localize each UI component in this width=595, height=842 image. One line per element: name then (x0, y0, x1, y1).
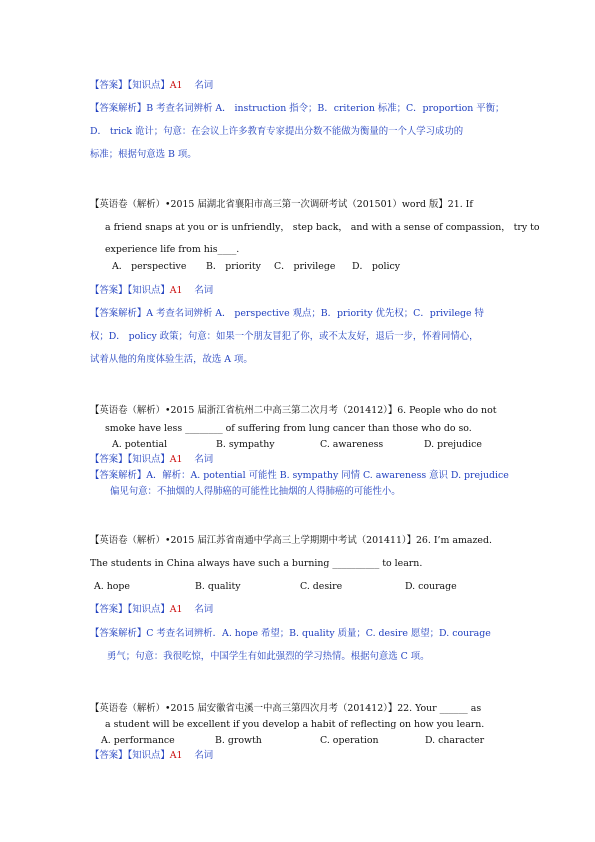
question-text: smoke have less ________ of suffering from lung cancer than those who do so. (105, 423, 472, 434)
knowledge-point-name: 名词 (194, 750, 214, 761)
analysis-tag: 【答案解析】 (90, 628, 147, 639)
analysis-line: 偏见句意：不抽烟的人得肺癌的可能性比抽烟的人得肺癌的可能性小。 (110, 486, 401, 497)
options-row (112, 261, 400, 273)
knowledge-point-name: 名词 (194, 454, 214, 465)
knowledge-point-code: A1 (169, 454, 183, 465)
option-b: B． priority (206, 261, 261, 272)
answer-tag: 【答案】 (90, 80, 128, 91)
question-text: The students in China always have such a burning __________ to learn. (90, 558, 423, 569)
option-c: C. desire (300, 581, 343, 592)
answer-tag: 【答案】 (90, 604, 128, 615)
analysis-text: B 考查名词辨析 A． instruction 指令；B．criterion 标准；C．proportion 平衡； (146, 103, 505, 114)
analysis-text: A 考查名词辨析 A． perspective 观点；B．priority 优先权；C．privilege 特 (146, 308, 484, 319)
options-row (94, 581, 457, 593)
option-a: A. hope (94, 581, 130, 592)
knowledge-point-tag: 【知识点】 (127, 750, 170, 761)
option-d: D. courage (405, 581, 457, 592)
analysis-line (90, 103, 504, 115)
analysis-tag: 【答案解析】 (90, 103, 147, 114)
answer-line (90, 80, 213, 92)
analysis-line (90, 628, 491, 640)
knowledge-point-code: A1 (169, 604, 183, 615)
analysis-tag: 【答案解析】 (90, 308, 147, 319)
knowledge-point-code: A1 (169, 285, 183, 296)
answer-tag: 【答案】 (90, 750, 128, 761)
option-a: A． perspective (112, 261, 187, 272)
answer-line (90, 454, 213, 466)
option-a: A. performance (101, 735, 175, 746)
answer-line (90, 604, 213, 616)
question-source: 【英语卷（解析）•2015 届安徽省屯溪一中高三第四次月考（201412）】22. Your ______ as (90, 703, 482, 714)
question-source: 【英语卷（解析）•2015 届浙江省杭州二中高三第二次月考（201412）】6. People who do not (90, 405, 497, 416)
options-row (112, 439, 482, 451)
analysis-line: 标准；根据句意选 B 项。 (90, 149, 197, 160)
option-b: B. growth (215, 735, 262, 746)
analysis-line: 试着从他的角度体验生活，故选 A 项。 (90, 354, 253, 365)
analysis-line: 勇气；句意：我很吃惊，中国学生有如此强烈的学习热情。根据句意选 C 项。 (107, 651, 430, 662)
option-d: D. prejudice (424, 439, 482, 450)
knowledge-point-tag: 【知识点】 (127, 285, 170, 296)
answer-line (90, 285, 213, 297)
analysis-line (90, 308, 484, 320)
knowledge-point-name: 名词 (194, 604, 214, 615)
question-source: 【英语卷（解析）•2015 届江苏省南通中学高三上学期期中考试（201411）】26. I’m amazed. (90, 535, 492, 546)
knowledge-point-tag: 【知识点】 (127, 454, 170, 465)
option-a: A. potential (112, 439, 168, 450)
option-d: D． policy (352, 261, 401, 272)
options-row (101, 735, 484, 747)
question-text: a student will be excellent if you develop a habit of reflecting on how you learn. (105, 719, 485, 730)
analysis-text: C 考查名词辨析．A. hope 希望；B. quality 质量；C. desire 愿望；D. courage (146, 628, 491, 639)
analysis-text: A．解析：A. potential 可能性 B. sympathy 同情 C. awareness 意识 D. prejudice (146, 470, 509, 481)
option-c: C． privilege (274, 261, 336, 272)
knowledge-point-name: 名词 (194, 80, 214, 91)
answer-tag: 【答案】 (90, 454, 128, 465)
knowledge-point-name: 名词 (194, 285, 214, 296)
option-d: D. character (425, 735, 485, 746)
question-source: 【英语卷（解析）•2015 届湖北省襄阳市高三第一次调研考试（201501）word 版】21. If (90, 199, 473, 210)
answer-tag: 【答案】 (90, 285, 128, 296)
analysis-tag: 【答案解析】 (90, 470, 147, 481)
knowledge-point-code: A1 (169, 80, 183, 91)
knowledge-point-tag: 【知识点】 (127, 80, 170, 91)
analysis-line: 权；D． policy 政策；句意：如果一个朋友冒犯了你，或不太友好，退后一步，怀着同情心， (90, 331, 479, 342)
option-b: B. quality (195, 581, 241, 592)
analysis-line (90, 470, 509, 482)
option-c: C. operation (320, 735, 379, 746)
option-c: C. awareness (320, 439, 384, 450)
knowledge-point-tag: 【知识点】 (127, 604, 170, 615)
analysis-line: D． trick 诡计；句意：在会议上许多教育专家提出分数不能做为衡量的一个人学习成功的 (90, 126, 464, 137)
question-text: a friend snaps at you or is unfriendly， step back， and with a sense of compassion， try to (105, 222, 540, 233)
question-text: experience life from his____. (105, 244, 240, 255)
option-b: B. sympathy (216, 439, 275, 450)
knowledge-point-code: A1 (169, 750, 183, 761)
answer-line (90, 750, 213, 762)
